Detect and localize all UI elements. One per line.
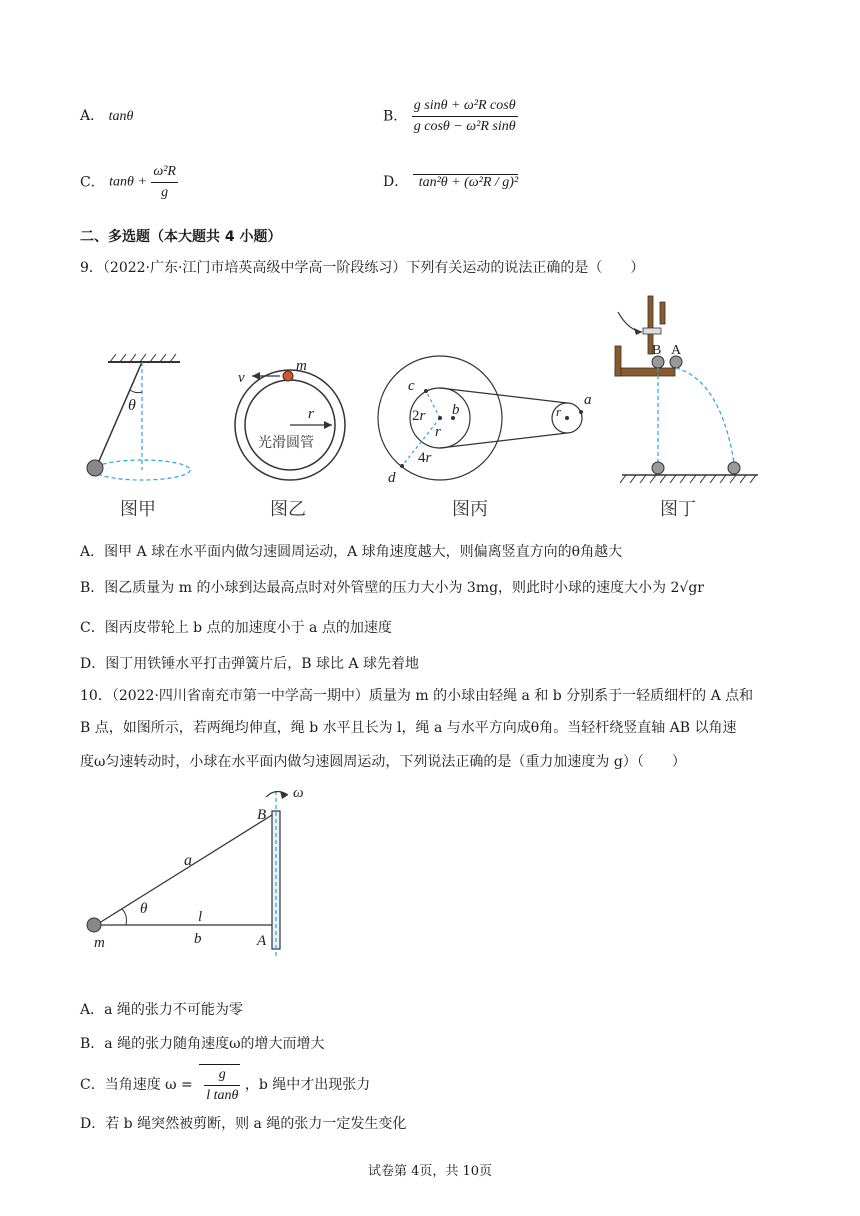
svg-text:θ: θ: [128, 397, 136, 414]
fig-d-hammer-apparatus: [615, 296, 758, 483]
fig-b-label: 图乙: [270, 499, 306, 519]
fig-a-label: 图甲: [120, 499, 156, 519]
fig-b-circular-tube: [235, 358, 345, 480]
q9-stem: 9．（2022·广东·江门市培英高级中学高一阶段练习）下列有关运动的说法正确的是（ ）: [80, 260, 645, 276]
q10-option-a: A．a 绳的张力不可能为零: [80, 1002, 243, 1018]
q10-option-c-numerator: g: [204, 1065, 240, 1086]
svg-text:b: b: [452, 402, 460, 418]
q8-option-d-label: D．: [383, 174, 409, 190]
q8-option-b: [383, 96, 518, 137]
svg-text:B: B: [652, 343, 662, 358]
svg-text:ω: ω: [293, 785, 304, 801]
q8-option-c: [80, 162, 178, 203]
q8-option-a-expr: tanθ: [108, 109, 134, 124]
fig-d-label: 图丁: [660, 499, 696, 519]
q10-option-d: D．若 b 绳突然被剪断，则 a 绳的张力一定发生变化: [80, 1116, 407, 1132]
svg-text:B: B: [257, 807, 267, 823]
svg-text:θ: θ: [140, 901, 148, 917]
q10-stem-line-3: 度ω匀速转动时，小球在水平面内做匀速圆周运动，下列说法正确的是（重力加速度为 g）（ ）: [80, 754, 686, 770]
q10-stem-line-1: 10．（2022·四川省南充市第一中学高一期中）质量为 m 的小球由轻绳 a 和 b 分别系于一轻质细杆的 A 点和: [80, 688, 754, 704]
svg-text:r: r: [556, 404, 562, 419]
q8-option-a: [80, 106, 133, 127]
q10-option-c-sqrt: [199, 1064, 240, 1106]
q8-option-b-denominator: g cosθ − ω²R sinθ: [413, 119, 516, 134]
q8-option-b-numerator: g sinθ + ω²R cosθ: [412, 96, 518, 117]
svg-text:A: A: [671, 343, 682, 358]
q8-option-c-lead: tanθ +: [109, 174, 147, 190]
svg-text:r: r: [308, 406, 314, 422]
q9-option-d: D．图丁用铁锤水平打击弹簧片后，B 球比 A 球先着地: [80, 656, 419, 672]
q10-option-c-fraction: [204, 1065, 240, 1106]
q8-option-b-fraction: [412, 96, 518, 137]
q8-option-d: [383, 172, 518, 193]
fig-b-tube-text: 光滑圆管: [258, 436, 314, 451]
fig-c-label: 图丙: [452, 499, 488, 519]
svg-text:b: b: [194, 931, 202, 947]
q8-option-c-denominator: g: [161, 185, 169, 200]
svg-text:a: a: [584, 392, 592, 408]
q9-figures: [80, 290, 780, 530]
page-footer: 试卷第 4页，共 10页: [367, 1164, 493, 1179]
fig-c-belt-pulleys: [378, 356, 592, 486]
svg-text:A: A: [257, 933, 267, 949]
q10-option-c-lead: C．当角速度 ω =: [80, 1077, 193, 1093]
svg-text:v: v: [238, 370, 245, 386]
q10-option-c-tail: ，b 绳中才出现张力: [244, 1077, 371, 1093]
q8-option-c-numerator: ω²R: [151, 162, 178, 183]
fig-a-conical-pendulum: [87, 354, 190, 480]
svg-text:d: d: [388, 470, 396, 486]
svg-text:r: r: [435, 424, 441, 440]
q9-option-b: B．图乙质量为 m 的小球到达最高点时对外管壁的压力大小为 3mg，则此时小球的速度大小为 2√gr: [80, 580, 704, 596]
q10-stem-line-2: B 点，如图所示，若两绳均伸直，绳 b 水平且长为 l，绳 a 与水平方向成θ角。当轻杆绕竖直轴 AB 以角速: [80, 720, 737, 736]
q10-option-c: [80, 1064, 370, 1106]
svg-text:4r: 4r: [418, 450, 432, 466]
svg-text:2r: 2r: [412, 408, 426, 424]
q10-option-b: B．a 绳的张力随角速度ω的增大而增大: [80, 1036, 325, 1052]
q8-option-b-label: B．: [383, 108, 408, 125]
q8-option-c-fraction: [151, 162, 178, 203]
q10-figure: [80, 785, 320, 965]
q8-option-d-expr: tan²θ + (ω²R / g)²: [413, 174, 518, 190]
q10-option-c-denominator: l tanθ: [206, 1088, 239, 1103]
svg-text:m: m: [296, 358, 307, 374]
q8-option-a-label: A．: [80, 108, 105, 124]
q9-option-c: C．图丙皮带轮上 b 点的加速度小于 a 点的加速度: [80, 620, 392, 636]
section-heading: 二、多选题（本大题共 4 小题）: [80, 229, 282, 245]
svg-text:m: m: [94, 935, 105, 951]
svg-text:a: a: [184, 852, 192, 869]
q9-option-a: A．图甲 A 球在水平面内做匀速圆周运动，A 球角速度越大，则偏离竖直方向的θ角越大: [80, 544, 623, 560]
svg-text:l: l: [198, 909, 203, 925]
q8-option-c-label: C．: [80, 174, 105, 191]
svg-text:c: c: [408, 378, 415, 394]
